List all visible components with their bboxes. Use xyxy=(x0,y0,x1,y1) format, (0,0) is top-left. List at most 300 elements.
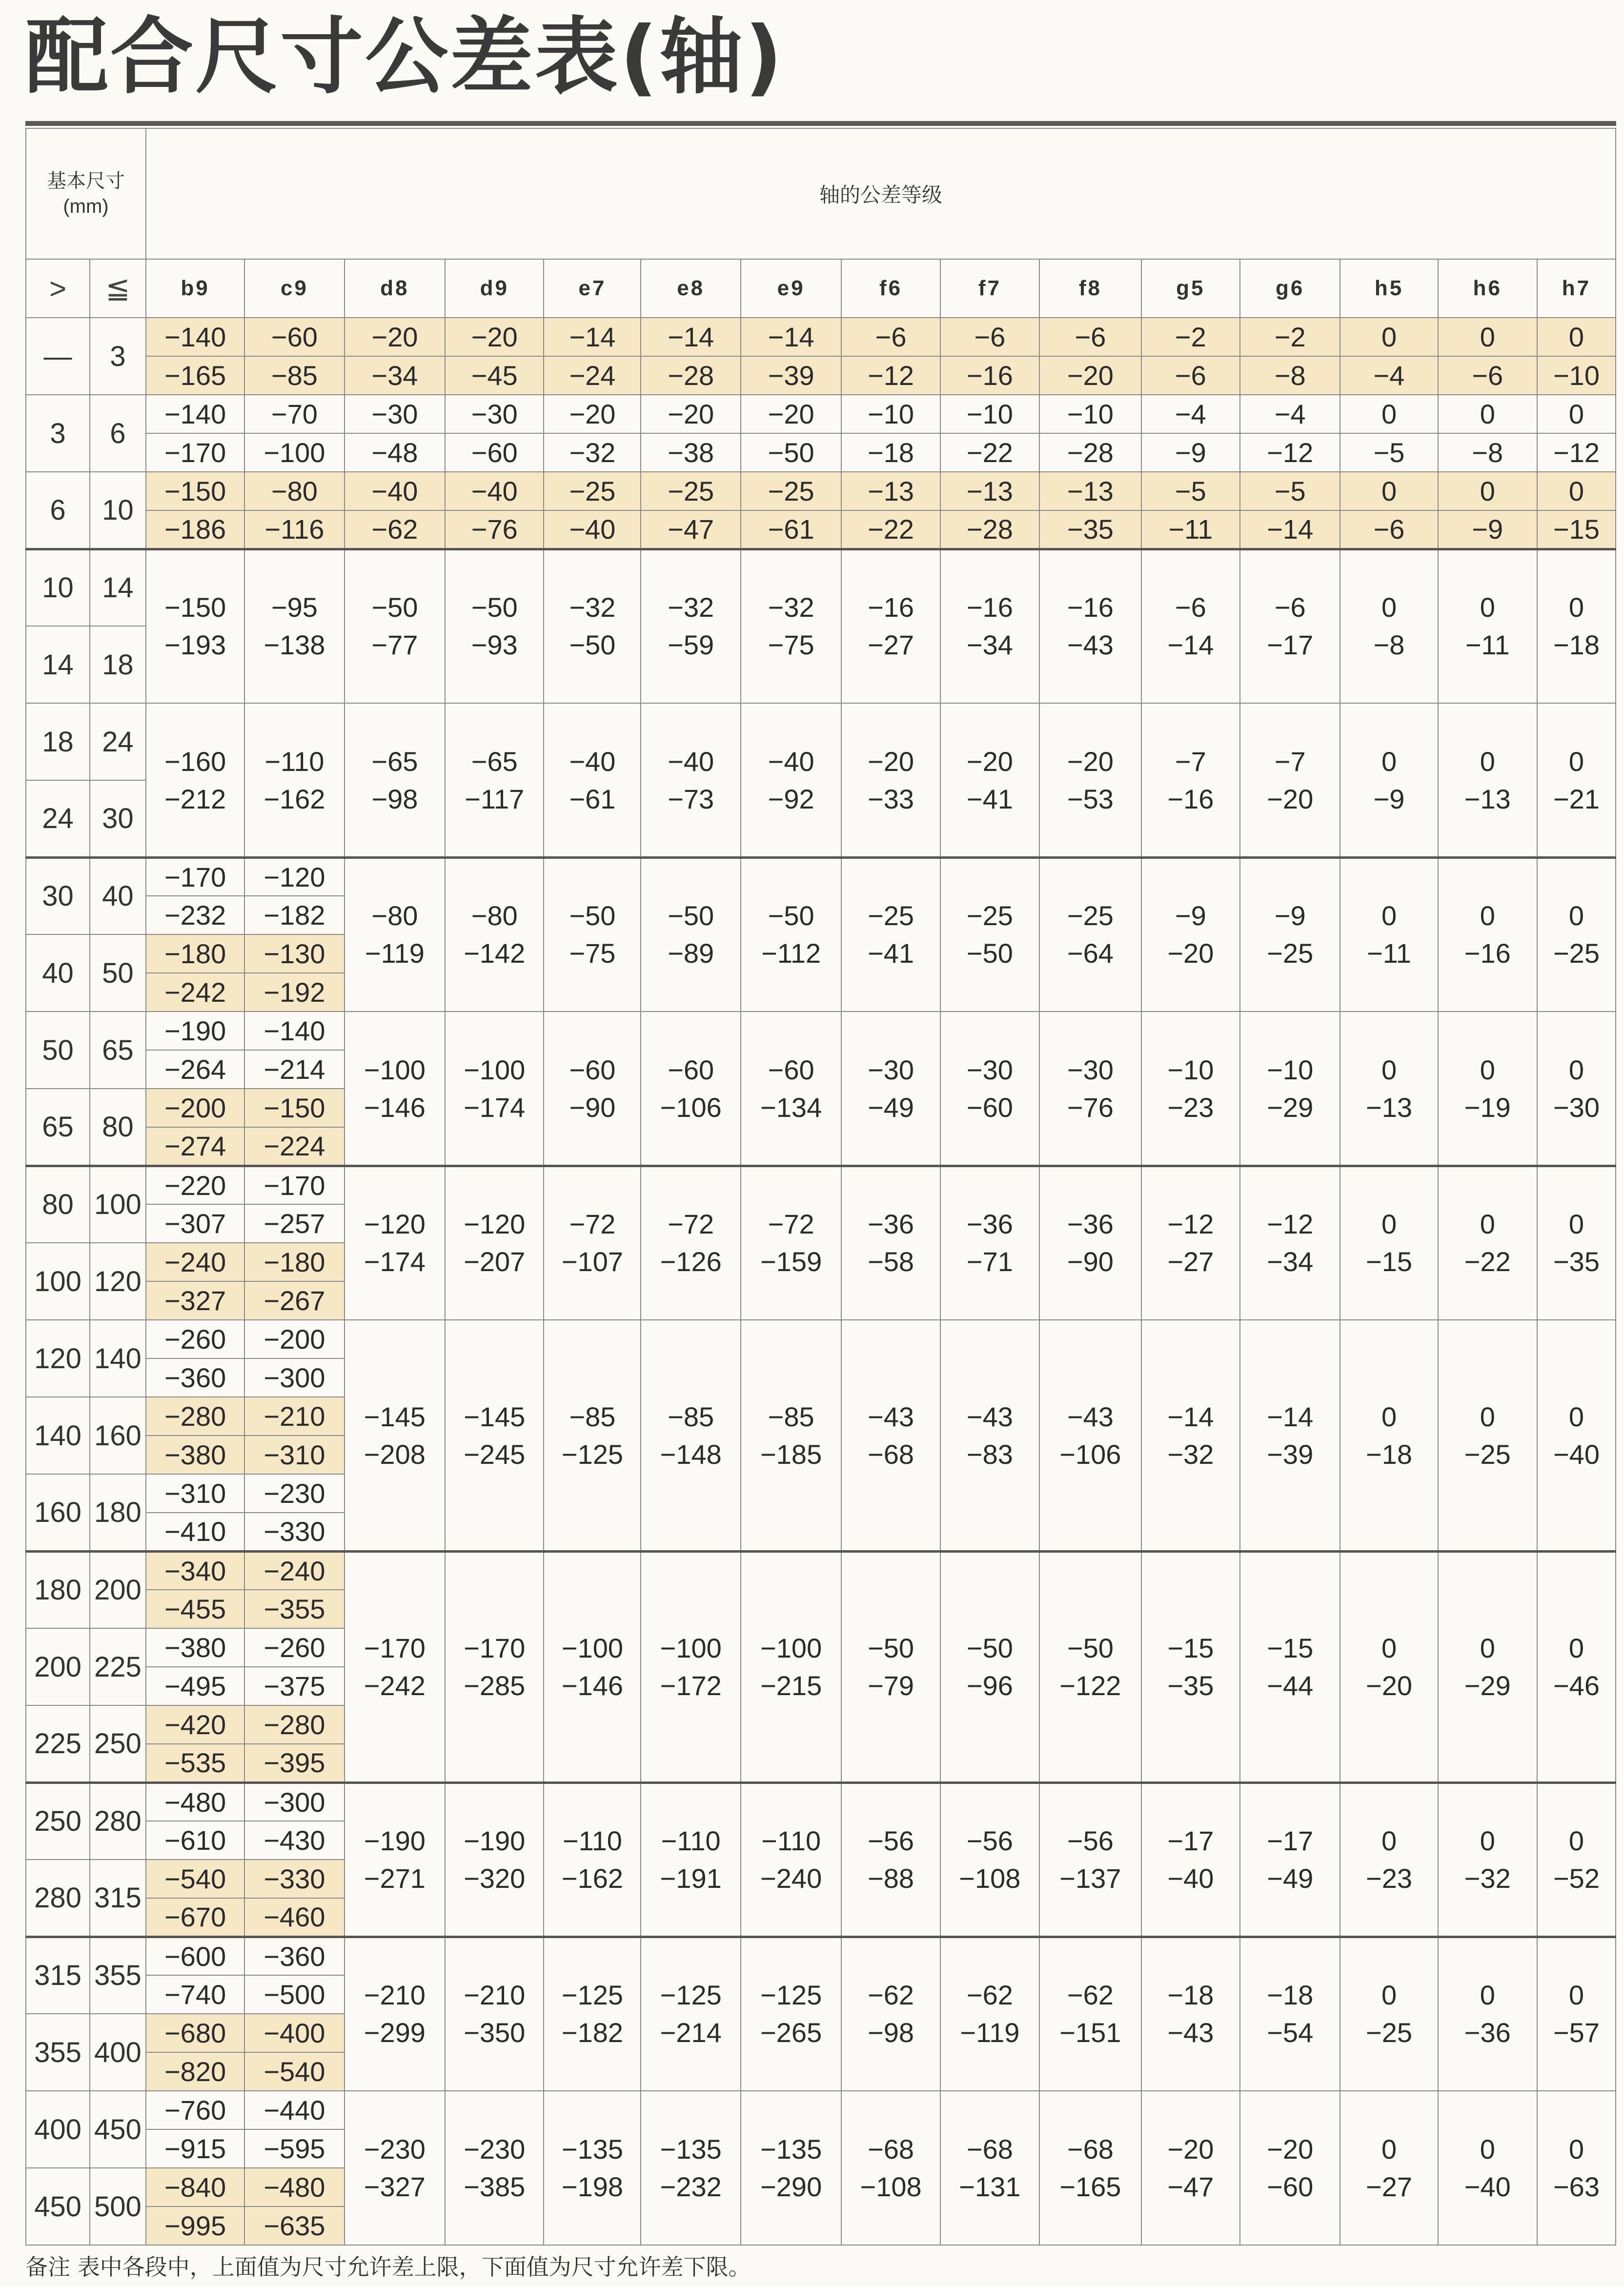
tolerance-h5-lower: −13 xyxy=(1340,1089,1438,1166)
tolerance-c9: −100 xyxy=(244,433,344,472)
tolerance-g6: −12 xyxy=(1240,433,1340,472)
tolerance-d8-upper: −145 xyxy=(345,1320,446,1436)
size-greater-than: 65 xyxy=(26,1089,90,1166)
tolerance-b9: −307 xyxy=(146,1204,244,1243)
tolerance-g5: −2 xyxy=(1141,318,1240,356)
size-greater-than: 18 xyxy=(26,703,90,780)
tolerance-e7-lower: −75 xyxy=(544,934,641,1012)
tolerance-d8-lower: −327 xyxy=(345,2168,446,2245)
tolerance-b9: −200 xyxy=(146,1089,244,1127)
size-greater-than: 40 xyxy=(26,934,90,1012)
tolerance-h6: 0 xyxy=(1438,395,1537,433)
tolerance-h6-lower: −11 xyxy=(1438,626,1537,703)
tolerance-f6-upper: −62 xyxy=(841,1937,940,2014)
tolerance-e7-upper: −60 xyxy=(544,1012,641,1089)
tolerance-b9: −840 xyxy=(146,2168,244,2206)
tolerance-f6-lower: −68 xyxy=(841,1436,940,1551)
tolerance-g6-lower: −49 xyxy=(1240,1860,1340,1937)
tolerance-h7: −10 xyxy=(1537,356,1616,395)
tolerance-h7: −15 xyxy=(1537,510,1616,549)
tolerance-h7-lower: −30 xyxy=(1537,1089,1616,1166)
size-less-equal: 200 xyxy=(90,1551,146,1628)
tolerance-h7-upper: 0 xyxy=(1537,1166,1616,1243)
tolerance-d8-upper: −190 xyxy=(345,1782,446,1860)
tolerance-e9: −50 xyxy=(741,433,842,472)
tolerance-e8-lower: −126 xyxy=(641,1243,740,1320)
tolerance-d9-lower: −320 xyxy=(445,1860,544,1937)
tolerance-f6-lower: −108 xyxy=(841,2168,940,2245)
tolerance-f6-upper: −56 xyxy=(841,1782,940,1860)
tolerance-g5-upper: −18 xyxy=(1141,1937,1240,2014)
tolerance-e7-upper: −32 xyxy=(544,549,641,626)
table-row xyxy=(26,2091,1616,2129)
tolerance-c9: −150 xyxy=(244,1089,344,1127)
tolerance-g6-upper: −10 xyxy=(1240,1012,1340,1089)
tolerance-c9: −200 xyxy=(244,1320,344,1358)
tolerance-b9: −186 xyxy=(146,510,244,549)
tolerance-d9-upper: −145 xyxy=(445,1320,544,1436)
tolerance-f6-upper: −16 xyxy=(841,549,940,626)
tolerance-e8-lower: −73 xyxy=(641,780,740,857)
tolerance-f6-lower: −41 xyxy=(841,934,940,1012)
tolerance-h5-upper: 0 xyxy=(1340,857,1438,934)
tolerance-d8-upper: −230 xyxy=(345,2091,446,2168)
page-title: 配合尺寸公差表(轴) xyxy=(25,9,785,105)
tolerance-f6-lower: −58 xyxy=(841,1243,940,1320)
tolerance-g5: −4 xyxy=(1141,395,1240,433)
tolerance-b9: −740 xyxy=(146,1975,244,2014)
tolerance-e9-lower: −134 xyxy=(741,1089,842,1166)
table-row xyxy=(26,2014,1616,2052)
title-rule xyxy=(25,121,1616,126)
tolerance-g5-upper: −9 xyxy=(1141,857,1240,934)
tolerance-e7: −25 xyxy=(544,472,641,510)
size-less-equal: 500 xyxy=(90,2168,146,2245)
tolerance-d9-upper: −190 xyxy=(445,1782,544,1860)
size-less-equal: 24 xyxy=(90,703,146,780)
tolerance-h5-upper: 0 xyxy=(1340,1320,1438,1436)
tolerance-c9: −310 xyxy=(244,1436,344,1474)
tolerance-g6-lower: −29 xyxy=(1240,1089,1340,1166)
tolerance-e7-lower: −107 xyxy=(544,1243,641,1320)
basic-size-header xyxy=(26,128,146,259)
tolerance-e8-upper: −135 xyxy=(641,2091,740,2168)
size-less-equal: 100 xyxy=(90,1166,146,1243)
tolerance-c9-upper: −95 xyxy=(244,549,344,626)
tolerance-e9-lower: −112 xyxy=(741,934,842,1012)
tolerance-b9: −280 xyxy=(146,1397,244,1436)
tolerance-g5: −6 xyxy=(1141,356,1240,395)
tolerance-f8-upper: −25 xyxy=(1039,857,1141,934)
tolerance-b9: −180 xyxy=(146,934,244,973)
tolerance-b9: −670 xyxy=(146,1898,244,1937)
column-header-h7: h7 xyxy=(1537,259,1616,318)
size-less-equal: 315 xyxy=(90,1860,146,1937)
tolerance-b9: −535 xyxy=(146,1744,244,1782)
tolerance-c9-lower: −162 xyxy=(244,780,344,857)
tolerance-f6: −13 xyxy=(841,472,940,510)
tolerance-d8-upper: −100 xyxy=(345,1012,446,1089)
tolerance-f6-lower: −49 xyxy=(841,1089,940,1166)
tolerance-c9: −300 xyxy=(244,1358,344,1397)
tolerance-e8: −14 xyxy=(641,318,740,356)
tolerance-e8: −25 xyxy=(641,472,740,510)
size-greater-than: 250 xyxy=(26,1782,90,1860)
tolerance-b9: −232 xyxy=(146,896,244,934)
tolerance-d9-lower: −142 xyxy=(445,934,544,1012)
tolerance-b9: −190 xyxy=(146,1012,244,1050)
tolerance-d8-lower: −174 xyxy=(345,1243,446,1320)
tolerance-e9-lower: −290 xyxy=(741,2168,842,2245)
tolerance-b9: −274 xyxy=(146,1127,244,1166)
tolerance-h6-lower: −25 xyxy=(1438,1436,1537,1551)
tolerance-f7-upper: −62 xyxy=(940,1937,1039,2014)
tolerance-f8-lower: −76 xyxy=(1039,1089,1141,1166)
tolerance-e8-lower: −106 xyxy=(641,1089,740,1166)
tolerance-h5: 0 xyxy=(1340,472,1438,510)
tolerance-e8: −47 xyxy=(641,510,740,549)
tolerance-h6-upper: 0 xyxy=(1438,1937,1537,2014)
tolerance-c9: −395 xyxy=(244,1744,344,1782)
tolerance-c9: −330 xyxy=(244,1860,344,1898)
basic-size-label: 基本尺寸 xyxy=(46,170,125,192)
tolerance-e9-upper: −72 xyxy=(741,1166,842,1243)
tolerance-g5-lower: −40 xyxy=(1141,1860,1240,1937)
tolerance-f7-upper: −50 xyxy=(940,1551,1039,1667)
tolerance-e8-upper: −50 xyxy=(641,857,740,934)
tolerance-e9-upper: −125 xyxy=(741,1937,842,2014)
tolerance-e7-upper: −135 xyxy=(544,2091,641,2168)
tolerance-d9-upper: −80 xyxy=(445,857,544,934)
tolerance-c9: −80 xyxy=(244,472,344,510)
tolerance-d8-upper: −50 xyxy=(345,549,446,626)
size-greater-than: 315 xyxy=(26,1937,90,2014)
tolerance-h6-upper: 0 xyxy=(1438,1320,1537,1436)
tolerance-b9: −220 xyxy=(146,1166,244,1204)
tolerance-g5: −11 xyxy=(1141,510,1240,549)
tolerance-h6-lower: −29 xyxy=(1438,1667,1537,1782)
tolerance-e9-upper: −50 xyxy=(741,857,842,934)
tolerance-f8-upper: −16 xyxy=(1039,549,1141,626)
tolerance-h7-lower: −25 xyxy=(1537,934,1616,1012)
tolerance-d9-upper: −65 xyxy=(445,703,544,780)
table-row xyxy=(26,1320,1616,1358)
tolerance-c9: −70 xyxy=(244,395,344,433)
table-row xyxy=(26,1089,1616,1127)
tolerance-f6: −18 xyxy=(841,433,940,472)
tolerance-c9: −480 xyxy=(244,2168,344,2206)
tolerance-g6-upper: −7 xyxy=(1240,703,1340,780)
table-row xyxy=(26,1937,1616,1975)
column-header-e8: e8 xyxy=(641,259,740,318)
tolerance-g5-upper: −12 xyxy=(1141,1166,1240,1243)
tolerance-e7: −20 xyxy=(544,395,641,433)
tolerance-g6-upper: −17 xyxy=(1240,1782,1340,1860)
tolerance-g5: −9 xyxy=(1141,433,1240,472)
tolerance-f7: −10 xyxy=(940,395,1039,433)
size-less-equal: 50 xyxy=(90,934,146,1012)
table-row xyxy=(26,318,1616,356)
tolerance-b9: −310 xyxy=(146,1474,244,1513)
table-row xyxy=(26,1243,1616,1281)
tolerance-f8-lower: −106 xyxy=(1039,1436,1141,1551)
tolerance-h5-lower: −20 xyxy=(1340,1667,1438,1782)
size-less-equal: 160 xyxy=(90,1397,146,1474)
tolerance-g5-lower: −32 xyxy=(1141,1436,1240,1551)
tolerance-e9-lower: −215 xyxy=(741,1667,842,1782)
tolerance-d9-lower: −207 xyxy=(445,1243,544,1320)
size-less-equal: 65 xyxy=(90,1012,146,1089)
tolerance-f7-upper: −30 xyxy=(940,1012,1039,1089)
tolerance-h6-upper: 0 xyxy=(1438,1012,1537,1089)
tolerance-f6-upper: −43 xyxy=(841,1320,940,1436)
size-less-equal: 14 xyxy=(90,549,146,626)
tolerance-f8-upper: −43 xyxy=(1039,1320,1141,1436)
size-less-equal: 450 xyxy=(90,2091,146,2168)
shaft-tolerance-table xyxy=(25,128,1616,2246)
tolerance-c9: −635 xyxy=(244,2206,344,2245)
tolerance-h6-upper: 0 xyxy=(1438,857,1537,934)
tolerance-e9: −20 xyxy=(741,395,842,433)
tolerance-b9: −327 xyxy=(146,1281,244,1320)
tolerance-c9: −540 xyxy=(244,2052,344,2091)
tolerance-d8: −48 xyxy=(345,433,446,472)
tolerance-f7-lower: −131 xyxy=(940,2168,1039,2245)
table-row xyxy=(26,626,1616,665)
size-greater-than: 14 xyxy=(26,626,90,703)
tolerance-h5-upper: 0 xyxy=(1340,703,1438,780)
tolerance-h6: −8 xyxy=(1438,433,1537,472)
tolerance-f6-upper: −50 xyxy=(841,1551,940,1667)
tolerance-h6-lower: −36 xyxy=(1438,2014,1537,2091)
tolerance-d8-lower: −119 xyxy=(345,934,446,1012)
table-row xyxy=(26,1782,1616,1821)
tolerance-d9: −76 xyxy=(445,510,544,549)
table-row xyxy=(26,549,1616,587)
tolerance-f7-upper: −56 xyxy=(940,1782,1039,1860)
tolerance-h5: −6 xyxy=(1340,510,1438,549)
tolerance-d8-lower: −271 xyxy=(345,1860,446,1937)
tolerance-g5-upper: −7 xyxy=(1141,703,1240,780)
tolerance-e7-upper: −72 xyxy=(544,1166,641,1243)
tolerance-b9: −165 xyxy=(146,356,244,395)
column-header-h5: h5 xyxy=(1340,259,1438,318)
tolerance-h6-upper: 0 xyxy=(1438,1166,1537,1243)
tolerance-c9: −130 xyxy=(244,934,344,973)
tolerance-b9: −600 xyxy=(146,1937,244,1975)
size-greater-than: 80 xyxy=(26,1166,90,1243)
tolerance-e9-upper: −32 xyxy=(741,549,842,626)
tolerance-e9-upper: −110 xyxy=(741,1782,842,1860)
tolerance-f7-lower: −119 xyxy=(940,2014,1039,2091)
tolerance-f6: −22 xyxy=(841,510,940,549)
table-row xyxy=(26,2168,1616,2206)
tolerance-h6: −9 xyxy=(1438,510,1537,549)
tolerance-b9: −380 xyxy=(146,1436,244,1474)
size-less-equal: 140 xyxy=(90,1320,146,1397)
tolerance-d8-lower: −98 xyxy=(345,780,446,857)
tolerance-g6-upper: −6 xyxy=(1240,549,1340,626)
table-row xyxy=(26,1012,1616,1050)
tolerance-e8-upper: −110 xyxy=(641,1782,740,1860)
tolerance-e8-lower: −232 xyxy=(641,2168,740,2245)
tolerance-f8-lower: −122 xyxy=(1039,1667,1141,1782)
tolerance-b9: −680 xyxy=(146,2014,244,2052)
size-greater-than: — xyxy=(26,318,90,395)
tolerance-c9: −60 xyxy=(244,318,344,356)
tolerance-d9-lower: −285 xyxy=(445,1667,544,1782)
tolerance-d8-upper: −120 xyxy=(345,1166,446,1243)
tolerance-d8-lower: −242 xyxy=(345,1667,446,1782)
tolerance-d9: −30 xyxy=(445,395,544,433)
tolerance-h5-upper: 0 xyxy=(1340,2091,1438,2168)
column-header-g6: g6 xyxy=(1240,259,1340,318)
tolerance-c9: −230 xyxy=(244,1474,344,1513)
tolerance-c9: −280 xyxy=(244,1705,344,1744)
tolerance-e9: −14 xyxy=(741,318,842,356)
tolerance-e8-lower: −214 xyxy=(641,2014,740,2091)
tolerance-e9-upper: −40 xyxy=(741,703,842,780)
tolerance-h6-lower: −22 xyxy=(1438,1243,1537,1320)
tolerance-c9: −240 xyxy=(244,1551,344,1590)
column-header-e7: e7 xyxy=(544,259,641,318)
tolerance-f6-upper: −36 xyxy=(841,1166,940,1243)
tolerance-h5-lower: −15 xyxy=(1340,1243,1438,1320)
tolerance-b9: −360 xyxy=(146,1358,244,1397)
tolerance-h6-upper: 0 xyxy=(1438,2091,1537,2168)
footnote: 备注 表中各段中，上面值为尺寸允许差上限，下面值为尺寸允许差下限。 xyxy=(25,2254,751,2280)
tolerance-h6-lower: −13 xyxy=(1438,780,1537,857)
tolerance-f8-lower: −43 xyxy=(1039,626,1141,703)
tolerance-h6-lower: −16 xyxy=(1438,934,1537,1012)
tolerance-h5-upper: 0 xyxy=(1340,1166,1438,1243)
tolerance-h6: 0 xyxy=(1438,472,1537,510)
tolerance-b9-upper: −150 xyxy=(146,549,244,626)
tolerance-f6-upper: −20 xyxy=(841,703,940,780)
tolerance-d8-upper: −65 xyxy=(345,703,446,780)
tolerance-h7-lower: −57 xyxy=(1537,2014,1616,2091)
size-less-equal: 280 xyxy=(90,1782,146,1860)
tolerance-f7-upper: −68 xyxy=(940,2091,1039,2168)
column-header-f6: f6 xyxy=(841,259,940,318)
table-row xyxy=(26,395,1616,433)
tolerance-b9: −140 xyxy=(146,318,244,356)
tolerance-d9-lower: −350 xyxy=(445,2014,544,2091)
tolerance-f6: −12 xyxy=(841,356,940,395)
size-greater-than: 3 xyxy=(26,395,90,472)
size-greater-than: 120 xyxy=(26,1320,90,1397)
tolerance-b9: −915 xyxy=(146,2129,244,2168)
tolerance-e7: −14 xyxy=(544,318,641,356)
tolerance-d8-lower: −208 xyxy=(345,1436,446,1551)
tolerance-f7: −13 xyxy=(940,472,1039,510)
tolerance-e9-upper: −60 xyxy=(741,1012,842,1089)
tolerance-e9-lower: −159 xyxy=(741,1243,842,1320)
size-greater-than: 6 xyxy=(26,472,90,549)
tolerance-f7-lower: −83 xyxy=(940,1436,1039,1551)
tolerance-h7-upper: 0 xyxy=(1537,703,1616,780)
table-row xyxy=(26,356,1616,395)
tolerance-e7-lower: −198 xyxy=(544,2168,641,2245)
tolerance-g5-lower: −35 xyxy=(1141,1667,1240,1782)
tolerance-g5-upper: −14 xyxy=(1141,1320,1240,1436)
tolerance-b9: −820 xyxy=(146,2052,244,2091)
table-row xyxy=(26,472,1616,510)
tolerance-c9: −182 xyxy=(244,896,344,934)
tolerance-e8: −28 xyxy=(641,356,740,395)
tolerance-h5-upper: 0 xyxy=(1340,549,1438,626)
tolerance-h7-lower: −21 xyxy=(1537,780,1616,857)
tolerance-f8-lower: −151 xyxy=(1039,2014,1141,2091)
column-header-d8: d8 xyxy=(345,259,446,318)
tolerance-h7-lower: −40 xyxy=(1537,1436,1616,1551)
tolerance-g6-upper: −14 xyxy=(1240,1320,1340,1436)
tolerance-h5-lower: −18 xyxy=(1340,1436,1438,1551)
size-less-equal: 10 xyxy=(90,472,146,549)
table-row xyxy=(26,934,1616,973)
tolerance-f8-lower: −64 xyxy=(1039,934,1141,1012)
tolerance-c9: −267 xyxy=(244,1281,344,1320)
tolerance-e7: −32 xyxy=(544,433,641,472)
unit-label: (mm) xyxy=(63,196,109,217)
tolerance-e9-lower: −185 xyxy=(741,1436,842,1551)
tolerance-d9: −45 xyxy=(445,356,544,395)
tolerance-d8: −62 xyxy=(345,510,446,549)
tolerance-g6-upper: −12 xyxy=(1240,1166,1340,1243)
tolerance-h5: −5 xyxy=(1340,433,1438,472)
tolerance-b9: −242 xyxy=(146,973,244,1012)
tolerance-e8-upper: −60 xyxy=(641,1012,740,1089)
size-greater-than: 225 xyxy=(26,1705,90,1782)
column-header-f8: f8 xyxy=(1039,259,1141,318)
tolerance-c9: −440 xyxy=(244,2091,344,2129)
tolerance-d9-upper: −50 xyxy=(445,549,544,626)
tolerance-e7: −24 xyxy=(544,356,641,395)
tolerance-b9: −170 xyxy=(146,433,244,472)
tolerance-h6: −6 xyxy=(1438,356,1537,395)
tolerance-f8: −13 xyxy=(1039,472,1141,510)
tolerance-b9: −240 xyxy=(146,1243,244,1281)
tolerance-d9: −60 xyxy=(445,433,544,472)
size-greater-than: 355 xyxy=(26,2014,90,2091)
tolerance-e8: −20 xyxy=(641,395,740,433)
tolerance-h5-lower: −11 xyxy=(1340,934,1438,1012)
tolerance-g6-lower: −34 xyxy=(1240,1243,1340,1320)
tolerance-c9: −375 xyxy=(244,1667,344,1705)
tolerance-e7-upper: −40 xyxy=(544,703,641,780)
tolerance-e9: −61 xyxy=(741,510,842,549)
tolerance-e8-upper: −125 xyxy=(641,1937,740,2014)
tolerance-b9: −760 xyxy=(146,2091,244,2129)
size-less-equal: 180 xyxy=(90,1474,146,1551)
tolerance-f8-upper: −30 xyxy=(1039,1012,1141,1089)
tolerance-f6-lower: −79 xyxy=(841,1667,940,1782)
size-less-equal: 6 xyxy=(90,395,146,472)
tolerance-h5-lower: −25 xyxy=(1340,2014,1438,2091)
size-less-equal: 3 xyxy=(90,318,146,395)
tolerance-e7: −40 xyxy=(544,510,641,549)
tolerance-f7: −28 xyxy=(940,510,1039,549)
table-row xyxy=(26,1860,1616,1898)
tolerance-b9: −150 xyxy=(146,472,244,510)
tolerance-f8-upper: −50 xyxy=(1039,1551,1141,1667)
tolerance-g5-lower: −23 xyxy=(1141,1089,1240,1166)
tolerance-h7-lower: −18 xyxy=(1537,626,1616,703)
tolerance-f8-upper: −56 xyxy=(1039,1782,1141,1860)
tolerance-d9-upper: −230 xyxy=(445,2091,544,2168)
tolerance-c9: −257 xyxy=(244,1204,344,1243)
tolerance-e9-upper: −100 xyxy=(741,1551,842,1667)
